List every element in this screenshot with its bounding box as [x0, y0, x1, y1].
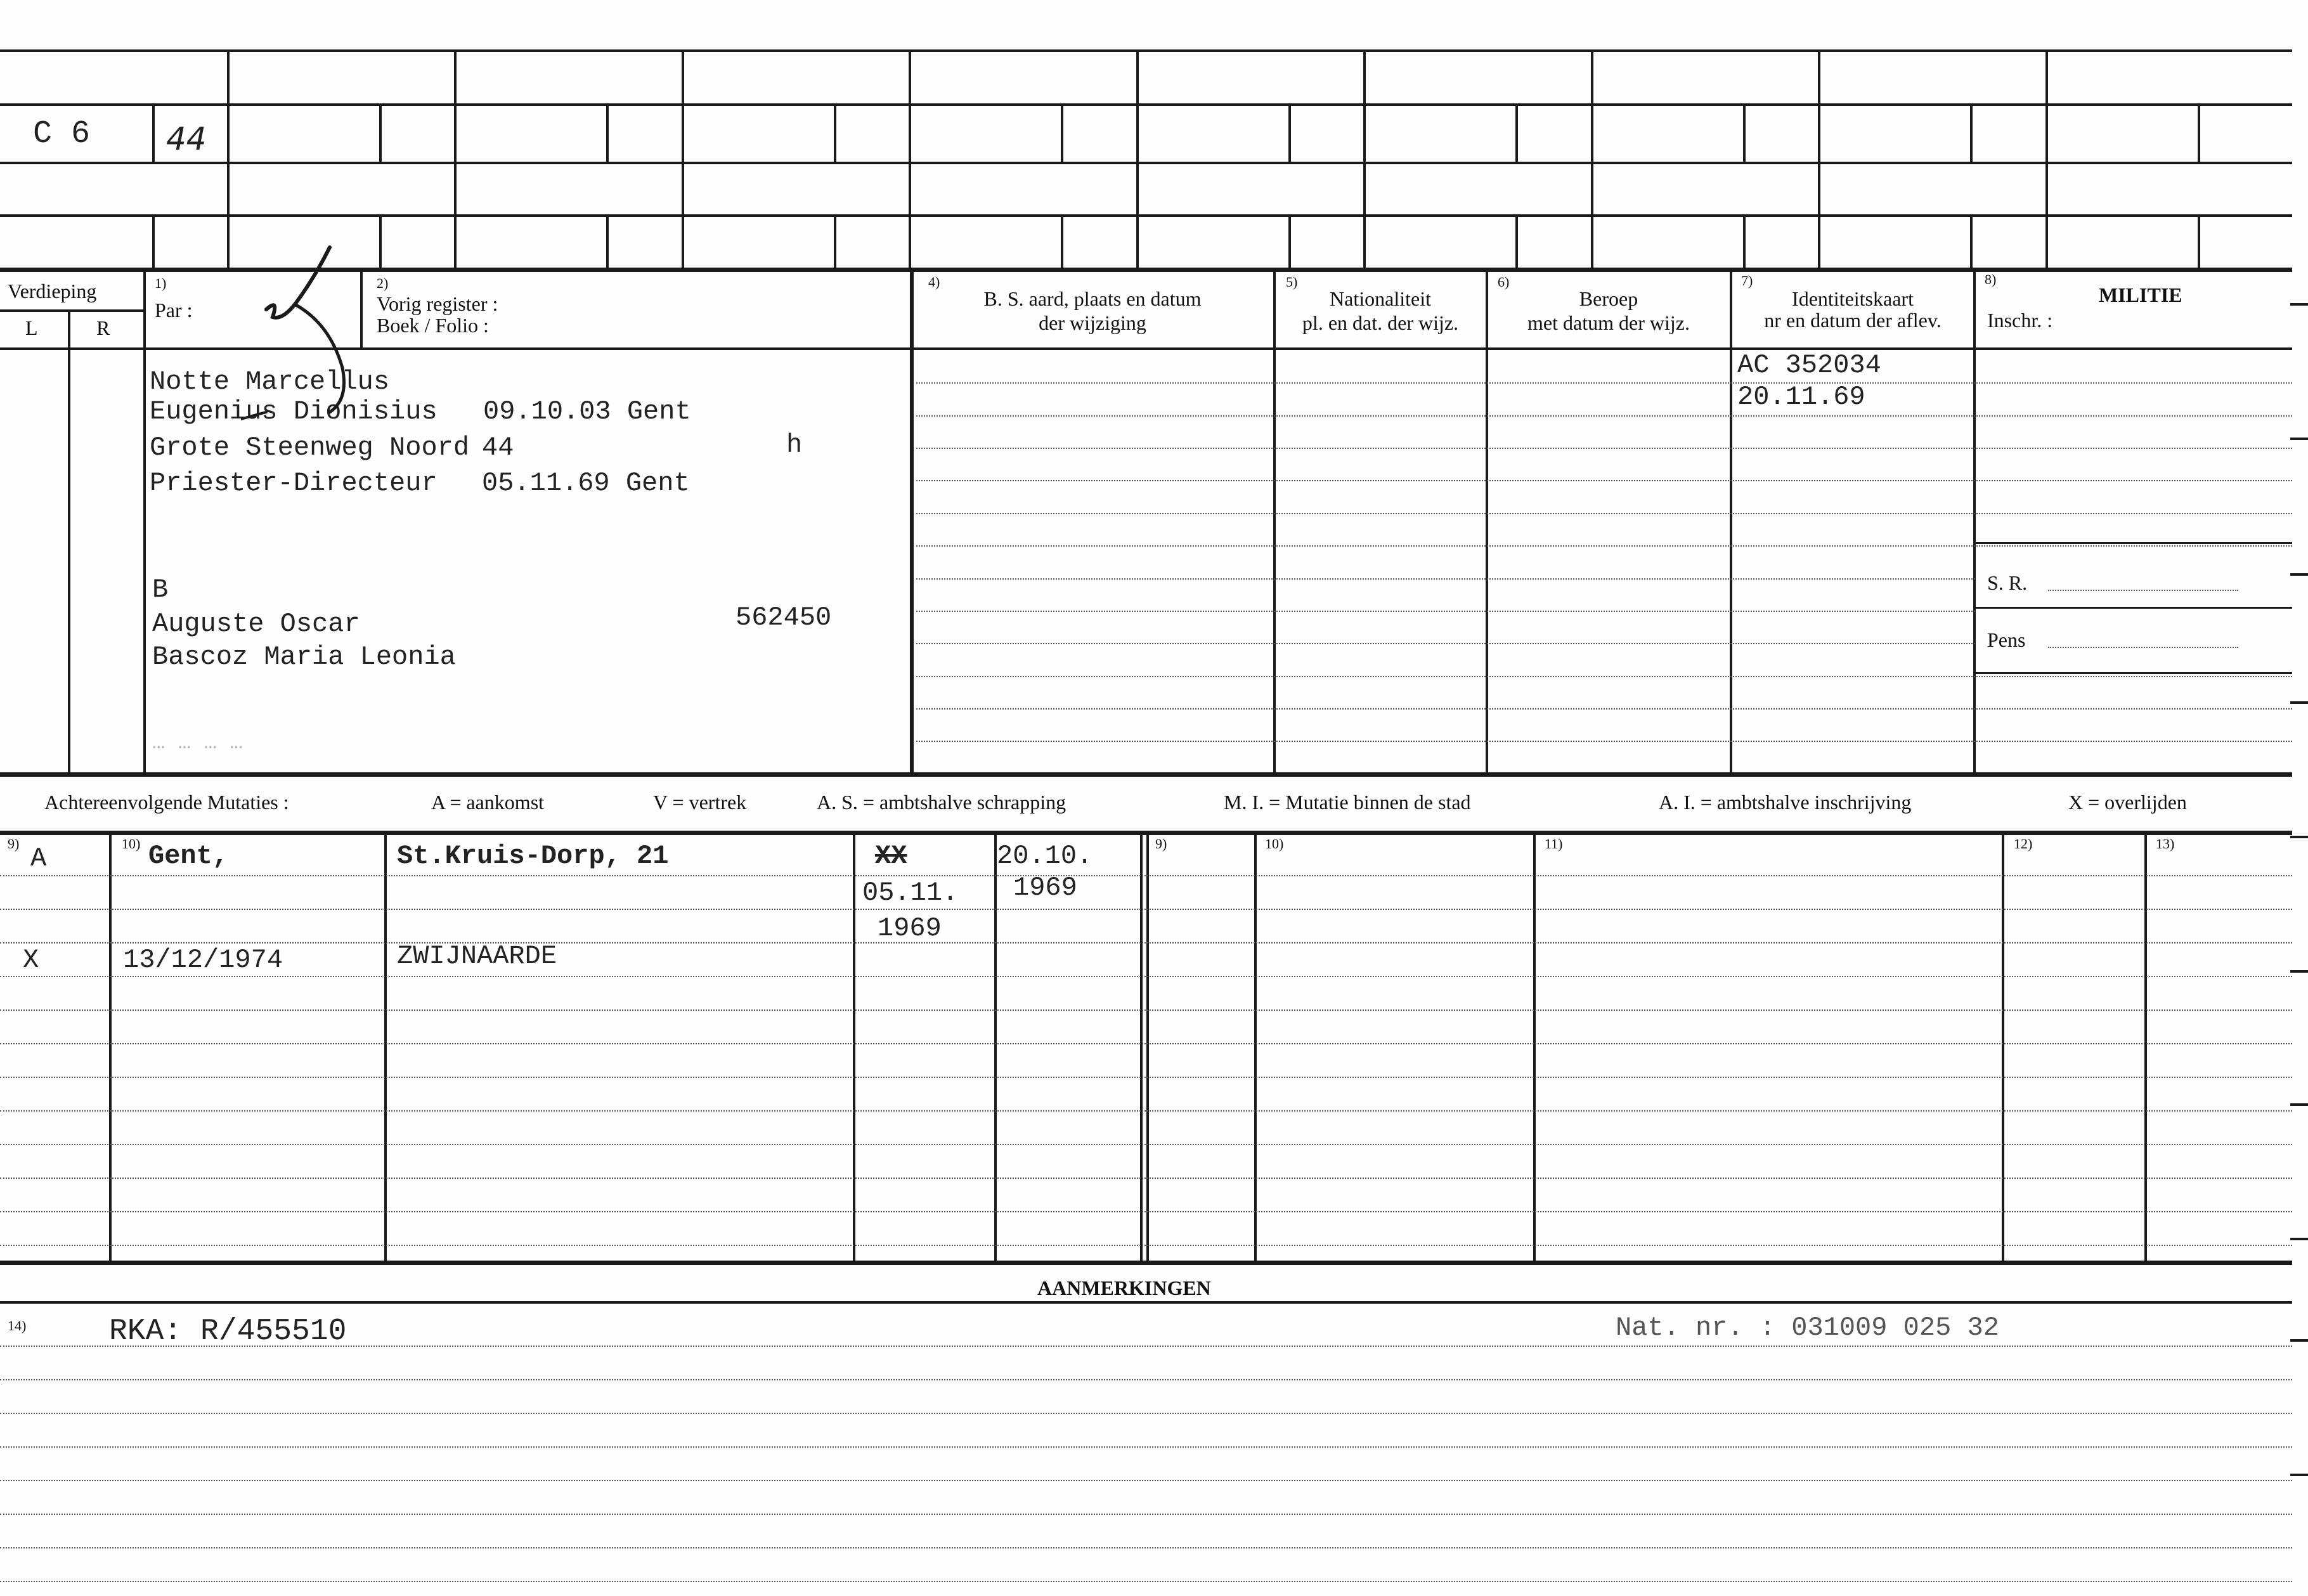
mut-row1-col12-c: 1969 [878, 913, 942, 944]
remarks-row [0, 1480, 2292, 1481]
num-6: 6) [1498, 274, 1510, 290]
mut-row2-type: X [23, 945, 39, 975]
mut-row1-col13-a: 20.10. [997, 841, 1093, 871]
legend-x: X = overlijden [2068, 791, 2187, 814]
grid-sub-line [834, 105, 836, 163]
dotted-row [916, 611, 1975, 612]
grid-sub-line [1061, 105, 1063, 163]
person-street: Grote Steenweg Noord [150, 432, 470, 463]
col-line [910, 271, 914, 772]
grid-sub-line [1515, 216, 1518, 269]
num-1: 1) [155, 275, 167, 291]
edge-tick [2290, 701, 2308, 704]
remarks-row [0, 1379, 2292, 1380]
main-bottom [0, 772, 2292, 777]
col-line [1973, 271, 1976, 772]
label-bs-2: der wijziging [1039, 311, 1146, 334]
dotted-row [916, 676, 2292, 677]
sr-line [2048, 590, 2238, 591]
col-line [1486, 271, 1488, 772]
grid-col-line [1818, 51, 1820, 269]
remarks-rka: RKA: R/455510 [109, 1314, 347, 1349]
mut-row1-col12-b: 05.11. [862, 878, 959, 908]
grid-sub-line [2198, 105, 2200, 163]
grid-sub-line [834, 216, 836, 269]
mut-row [0, 1009, 2292, 1011]
mutations-bottom [0, 1261, 2292, 1265]
card-code: C 6 [33, 116, 91, 152]
label-pens: Pens [1987, 628, 2026, 651]
militie-line [1974, 542, 2292, 544]
mut-col-line [1254, 834, 1257, 1261]
dotted-row [916, 708, 2292, 710]
mut-row [0, 1245, 2292, 1246]
remarks-row [0, 1446, 2292, 1448]
mut-row1-place: Gent, [148, 841, 229, 871]
label-l: L [25, 316, 38, 339]
mut-col-line [1533, 834, 1536, 1261]
mut-row1-address: St.Kruis-Dorp, 21 [397, 841, 669, 871]
edge-tick [2290, 573, 2308, 576]
mut-row1-type: A [30, 843, 47, 874]
person-given-names: Eugenius Dionisius [150, 396, 438, 427]
dotted-row [916, 448, 2292, 449]
dotted-row [916, 741, 2292, 742]
grid-sub-line [1288, 216, 1291, 269]
grid-sub-line [152, 216, 155, 269]
grid-sub-line [1743, 216, 1746, 269]
verdieping-line [0, 309, 145, 312]
remarks-line [0, 1301, 2292, 1304]
person-father: Auguste Oscar [152, 609, 360, 639]
mut-row [0, 1211, 2292, 1212]
label-bs-1: B. S. aard, plaats en datum [983, 287, 1202, 310]
label-verdieping: Verdieping [8, 280, 97, 302]
dotted-row [916, 513, 2292, 514]
grid-row-line [0, 214, 2292, 217]
person-faded-line: … … … … [152, 731, 243, 755]
mut-row2-date: 13/12/1974 [123, 945, 283, 975]
mut-row1-col12-a: XX [875, 841, 907, 871]
label-boek-folio: Boek / Folio : [377, 314, 489, 337]
label-nat-2: pl. en dat. der wijz. [1302, 311, 1459, 334]
grid-sub-line [1515, 105, 1518, 163]
edge-tick [2290, 438, 2308, 440]
col-line [68, 309, 70, 772]
dotted-row [916, 415, 2292, 417]
mut-row [0, 1077, 2292, 1078]
grid-sub-line [1970, 216, 1973, 269]
edge-tick [2290, 1103, 2308, 1106]
grid-sub-line [379, 105, 382, 163]
person-house: 44 [482, 432, 514, 463]
person-surname: Notte Marcellus [150, 367, 390, 397]
legend-v: V = vertrek [653, 791, 747, 814]
mut-row [0, 909, 2292, 910]
grid-col-line [454, 51, 457, 269]
mut-num-10b: 10) [1265, 836, 1284, 852]
label-sr: S. R. [1987, 571, 2028, 594]
edge-tick [2290, 1474, 2308, 1476]
mut-num-10: 10) [122, 836, 141, 852]
num-8: 8) [1985, 271, 1997, 287]
mut-row1-col13-b: 1969 [1013, 873, 1077, 903]
num-7: 7) [1741, 273, 1753, 289]
num-4: 4) [928, 274, 940, 290]
mut-col-line [994, 834, 997, 1261]
remarks-row [0, 1581, 2292, 1582]
mut-col-line [109, 834, 112, 1261]
grid-col-line [1363, 51, 1366, 269]
person-b-mark: B [152, 574, 169, 605]
grid-sub-line [152, 105, 155, 163]
legend-ai: A. I. = ambtshalve inschrijving [1659, 791, 1912, 814]
grid-col-line [1591, 51, 1593, 269]
col-line [1730, 271, 1732, 772]
mut-row [0, 942, 2292, 944]
grid-sub-line [606, 105, 609, 163]
remarks-row [0, 1514, 2292, 1515]
militie-line [1974, 672, 2292, 674]
label-beroep-2: met datum der wijz. [1527, 311, 1690, 334]
mut-num-13b: 13) [2156, 836, 2175, 852]
label-id-2: nr en datum der aflev. [1764, 309, 1942, 332]
remarks-num: 14) [8, 1318, 27, 1333]
mut-row [0, 875, 2292, 876]
mut-num-12b: 12) [2014, 836, 2033, 852]
mut-col-line [853, 834, 855, 1261]
grid-col-line [227, 51, 230, 269]
dotted-row [916, 545, 2292, 547]
remarks-title: AANMERKINGEN [1037, 1276, 1211, 1299]
militie-line [1974, 607, 2292, 609]
edge-tick [2290, 970, 2308, 973]
grid-sub-line [1743, 105, 1746, 163]
mut-row2-place: ZWIJNAARDE [397, 941, 557, 971]
person-h-mark: h [786, 430, 803, 460]
mut-row [0, 1043, 2292, 1044]
remarks-row [0, 1547, 2292, 1548]
mut-col-line [384, 834, 387, 1261]
label-beroep-1: Beroep [1579, 287, 1638, 310]
remarks-nat-nr: Nat. nr. : 031009 025 32 [1616, 1313, 1999, 1343]
person-mother: Bascoz Maria Leonia [152, 642, 456, 672]
grid-sub-line [1061, 216, 1063, 269]
dotted-row [916, 382, 2292, 384]
label-militie: MILITIE [2099, 283, 2182, 306]
remarks-row [0, 1346, 2292, 1347]
dotted-row [916, 578, 1975, 580]
mut-col-line [1146, 834, 1149, 1261]
dotted-row [916, 480, 2292, 481]
top-border [0, 49, 2292, 52]
grid-row-line [0, 103, 2292, 106]
edge-tick [2290, 1238, 2308, 1240]
person-profession: Priester-Directeur [150, 468, 438, 498]
grid-sub-line [1288, 105, 1291, 163]
mut-num-9: 9) [8, 836, 20, 852]
mut-row [0, 1178, 2292, 1179]
grid-sub-line [606, 216, 609, 269]
label-nat-1: Nationaliteit [1330, 287, 1431, 310]
pens-line [2048, 647, 2238, 648]
grid-col-line [682, 51, 684, 269]
mut-col-line [2002, 834, 2004, 1261]
person-birth: 09.10.03 Gent [483, 396, 691, 427]
grid-col-line [909, 51, 911, 269]
id-card-date: 20.11.69 [1737, 382, 1865, 412]
grid-sub-line [1970, 105, 1973, 163]
label-vorig-register: Vorig register : [377, 292, 498, 315]
mut-row [0, 1110, 2292, 1112]
mut-num-9b: 9) [1155, 836, 1167, 852]
edge-tick [2290, 1339, 2308, 1342]
label-r: R [96, 316, 110, 339]
grid-sub-line [2198, 216, 2200, 269]
label-par: Par : [155, 299, 193, 321]
person-profession-date: 05.11.69 Gent [482, 468, 690, 498]
mut-col-line [1140, 834, 1143, 1261]
grid-col-line [1136, 51, 1139, 269]
mut-num-11b: 11) [1545, 836, 1563, 852]
num-5: 5) [1286, 274, 1298, 290]
label-inschr: Inschr. : [1987, 309, 2053, 332]
legend-mi: M. I. = Mutatie binnen de stad [1224, 791, 1471, 814]
grid-row-line [0, 162, 2292, 164]
dotted-row [916, 643, 1975, 644]
mut-row [0, 976, 2292, 977]
id-card-number: AC 352034 [1737, 350, 1881, 380]
col-line [1273, 271, 1276, 772]
checkmark-icon [241, 241, 380, 431]
card-number: 44 [166, 120, 207, 157]
num-2: 2) [377, 275, 389, 291]
mut-row [0, 1144, 2292, 1145]
mut-col-line [2144, 834, 2147, 1261]
remarks-row [0, 1413, 2292, 1414]
legend-as: A. S. = ambtshalve schrapping [817, 791, 1066, 814]
mutations-title: Achtereenvolgende Mutaties : [44, 791, 289, 814]
col-line [143, 271, 146, 772]
edge-tick [2290, 303, 2308, 306]
grid-col-line [2045, 51, 2048, 269]
person-ref-number: 562450 [736, 602, 832, 633]
label-id-1: Identiteitskaart [1792, 287, 1914, 310]
edge-tick [2290, 836, 2308, 838]
legend-a: A = aankomst [431, 791, 545, 814]
